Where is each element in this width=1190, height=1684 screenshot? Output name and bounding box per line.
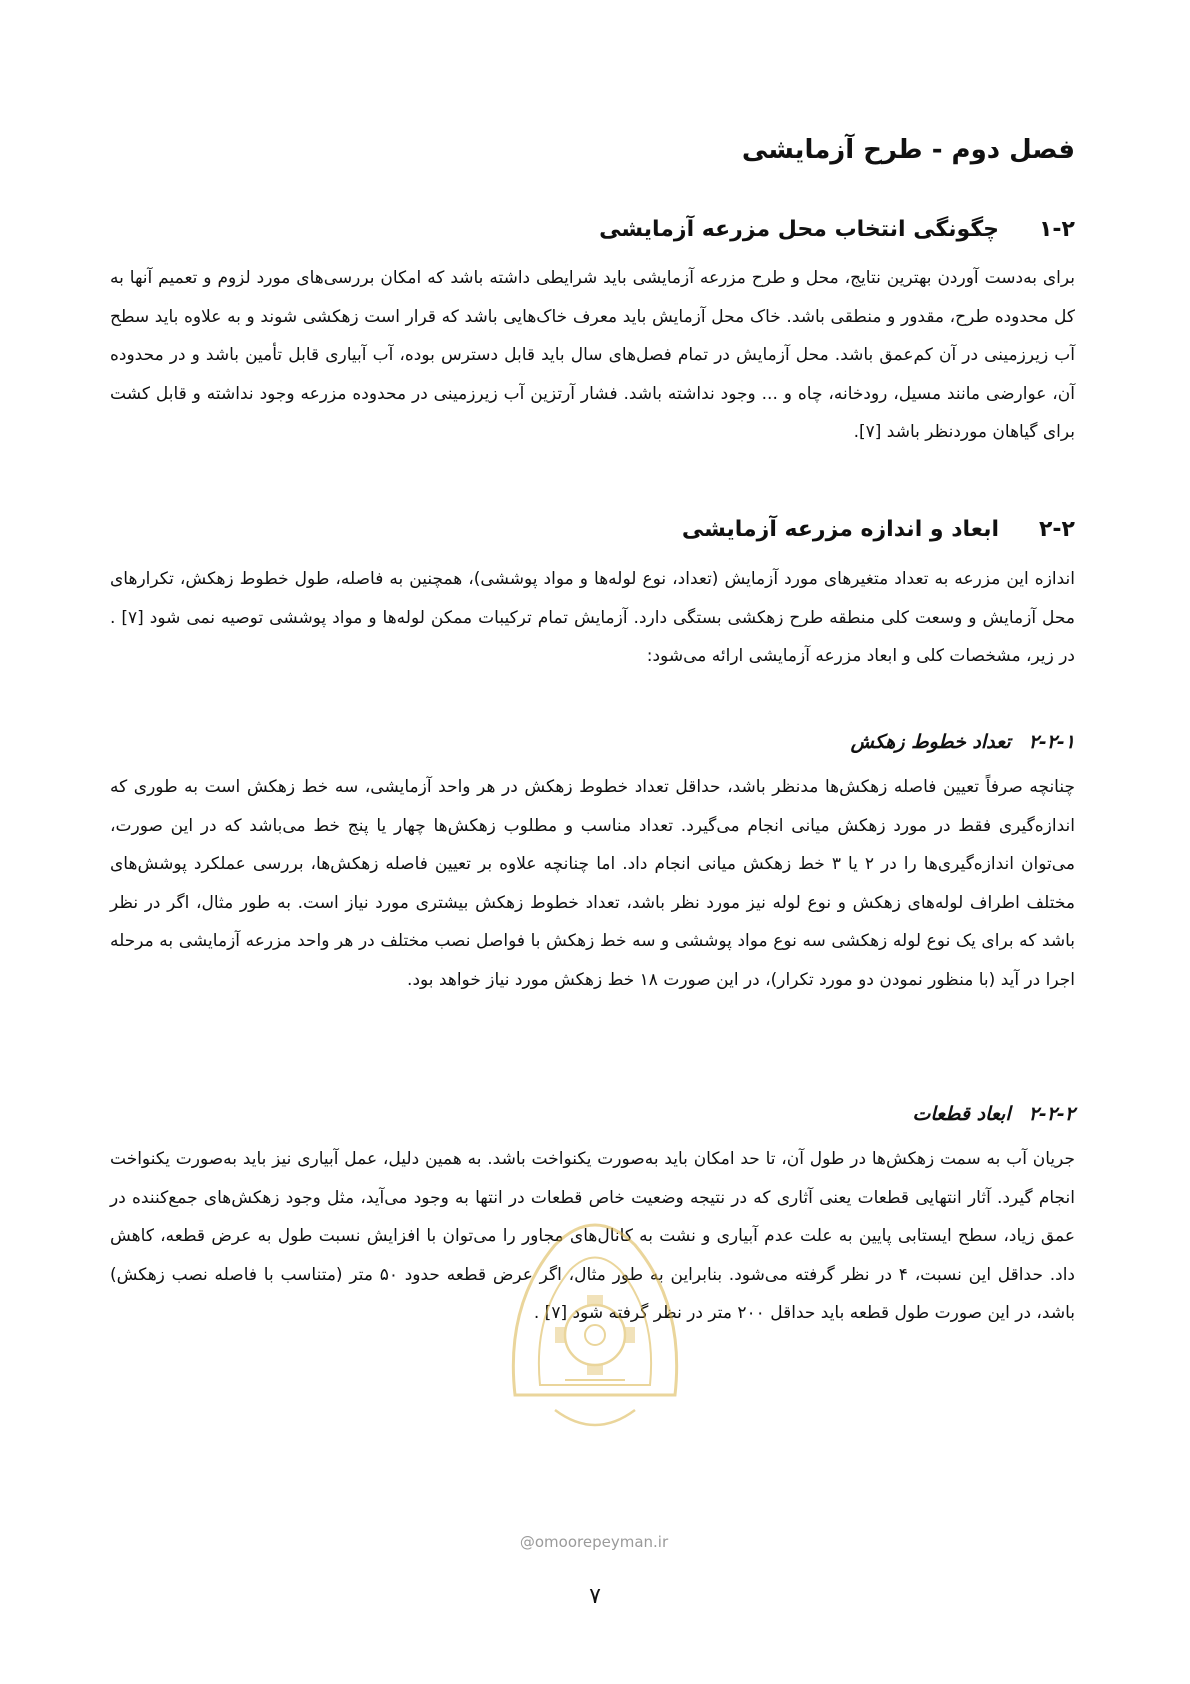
section-body-2-1: برای به‌دست آوردن بهترین نتایج، محل و طرح مزرعه آزمایشی باید شرایطی داشته باشد که امکان بررسی‌های مورد لزوم و تعمیم آنها به کل محدوده طرح، مقدور و منطقی باشد. خاک محل آزمایش باید معرف خاک‌هایی باشد که قرار است زهکشی شوند و به علاوه باید سطح آب زیرزمینی در آن کم‌عمق باشد. محل آزمایش در تمام فصل‌های سال باید قابل دسترس بوده، آب آبیاری قابل تأمین باشد و در محدوده آن، عوارضی مانند مسیل، رودخانه، چاه و ... وجود نداشته باشد. فشار آرتزین آب زیرزمینی در محدوده مزرعه وجود نداشته و قابل کشت برای گیاهان موردنظر باشد [۷]. <box>110 268 1075 442</box>
watermark-url: @omoorepeyman.ir <box>519 1533 669 1551</box>
page-number: ۷ <box>589 1584 601 1609</box>
subsection-title: ابعاد قطعات <box>912 1103 1011 1125</box>
section-heading-2-2 <box>115 512 1075 548</box>
chapter-title: فصل دوم - طرح آزمایشی <box>741 135 1075 165</box>
section-title: چگونگی انتخاب محل مزرعه آزمایشی <box>599 217 999 242</box>
subsection-number: ۲-۲-۱ <box>1028 731 1075 753</box>
subsection-number: ۲-۲-۲ <box>1028 1103 1075 1125</box>
subsection-heading-2-2-1 <box>115 726 1075 758</box>
subsection-body-2-2-2: جریان آب به سمت زهکش‌ها در طول آن، تا حد امکان باید به‌صورت یکنواخت باشد. به همین دلیل، عمل آبیاری نیز باید به‌صورت یکنواخت انجام گیرد. آثار انتهایی قطعات یعنی آثاری که در نتیجه وضعیت خاص قطعات در انتها به وجود می‌آید، مثل وجود زهکش‌های جمع‌کننده در عمق زیاد، سطح ایستابی پایین به علت عدم آبیاری و نشت به کانال‌های مجاور را می‌توان با افزایش نسبت طول به عرض قطعه، کاهش داد. حداقل این نسبت، ۴ در نظر گرفته می‌شود. بنابراین به طور مثال، اگر عرض قطعه حدود ۵۰ متر (متناسب با فاصله نصب زهکش) باشد، در این صورت طول قطعه باید حداقل ۲۰۰ متر در نظر گرفته شود [۷] . <box>110 1149 1075 1323</box>
subsection-title: تعداد خطوط زهکش <box>850 731 1011 753</box>
section-title: ابعاد و اندازه مزرعه آزمایشی <box>681 517 999 542</box>
subsection-body-2-2-1: چنانچه صرفاً تعیین فاصله زهکش‌ها مدنظر باشد، حداقل تعداد خطوط زهکش در هر واحد آزمایشی، سه خط زهکش است به طوری که اندازه‌گیری فقط در مورد زهکش میانی انجام می‌گیرد. تعداد مناسب و مطلوب زهکش‌ها چهار یا پنج خط می‌باشد که در این صورت، می‌توان اندازه‌گیری‌ها را در ۲ یا ۳ خط زهکش میانی انجام داد. اما چنانچه علاوه بر تعیین فاصله زهکش‌ها، بررسی عملکرد پوشش‌های مختلف اطراف لوله‌های زهکش و نوع لوله نیز مورد نظر باشد، تعداد خطوط زهکش بیشتری مورد نیاز است. به طور مثال، اگر در نظر باشد که برای یک نوع لوله زهکشی سه نوع مواد پوششی و سه خط زهکش با فواصل نصب مختلف در هر واحد مزرعه آزمایشی به مرحله اجرا در آید (با منظور نمودن دو مورد تکرار)، در این صورت ۱۸ خط زهکش مورد نیاز خواهد بود. <box>110 777 1075 990</box>
subsection-heading-2-2-2 <box>115 1098 1075 1130</box>
section-number: ۲-۲ <box>1039 517 1075 542</box>
section-body-2-2: اندازه این مزرعه به تعداد متغیرهای مورد آزمایش (تعداد، نوع لوله‌ها و مواد پوششی)، همچنین به فاصله، طول خطوط زهکش، تکرارهای محل آزمایش و وسعت کلی منطقه طرح زهکشی بستگی دارد. آزمایش تمام ترکیبات ممکن لوله‌ها و مواد پوششی توصیه نمی شود [۷] . در زیر، مشخصات کلی و ابعاد مزرعه آزمایشی ارائه می‌شود: <box>110 569 1076 666</box>
section-heading-2-1 <box>115 212 1075 248</box>
section-number: ۱-۲ <box>1039 217 1075 242</box>
